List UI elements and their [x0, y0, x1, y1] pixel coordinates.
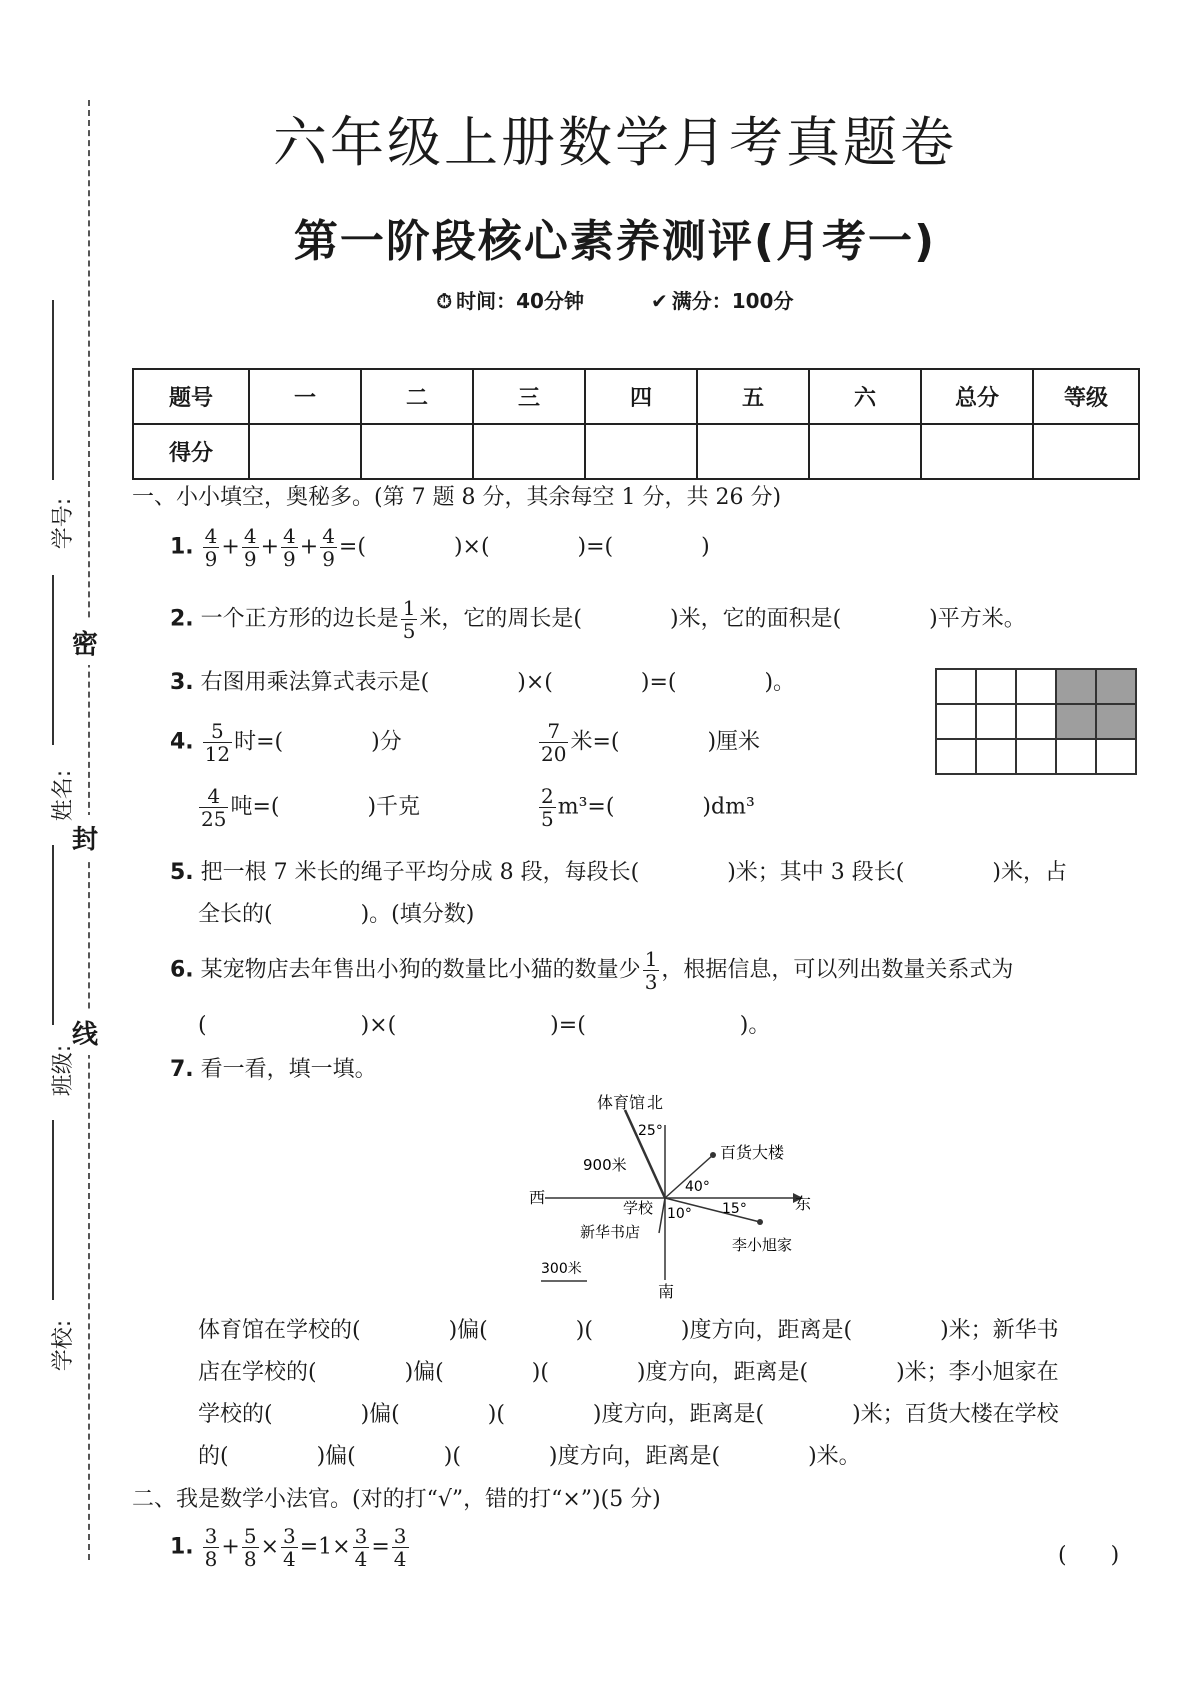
q2-number: 2.: [170, 606, 194, 632]
label-gym: 体育馆: [597, 1093, 646, 1112]
q4-d[interactable]: [537, 785, 755, 830]
q6-frac: $\frac{1}{3}$: [644, 947, 658, 994]
q7-line4[interactable]: 的( )偏( )( )度方向，距离是( )米。: [198, 1444, 861, 1469]
label-store: 百货大楼: [720, 1143, 785, 1162]
q4-d-text: m³=( )dm³: [557, 794, 755, 820]
header-cell: 二: [361, 369, 473, 424]
q4-a-text: 时=( )分: [234, 729, 402, 755]
label-bookstore: 新华书店: [580, 1223, 641, 1241]
q6-text-b: ，根据信息，可以列出数量关系式为: [661, 957, 1014, 983]
q4-c-text: 吨=( )千克: [230, 794, 421, 820]
score-cell[interactable]: [473, 424, 585, 479]
q5-line1[interactable]: [170, 855, 1067, 886]
angle-40: 40°: [685, 1179, 710, 1195]
angle-15: 15°: [722, 1201, 747, 1217]
school-line[interactable]: [52, 1120, 54, 1300]
q5-number: 5.: [170, 860, 194, 885]
q3-number: 3.: [170, 670, 194, 695]
header-cell: 等级: [1033, 369, 1139, 424]
q1-frac-c: $\frac{4}{9}$: [283, 524, 296, 571]
score-table-score-row: [133, 424, 1139, 479]
score-cell[interactable]: [585, 424, 697, 479]
header-cell: 六: [809, 369, 921, 424]
q4-frac-a: $\frac{5}{12}$: [204, 719, 231, 766]
s2-q1-answer-blank[interactable]: ( ): [1058, 1543, 1120, 1568]
q2-frac: $\frac{1}{5}$: [402, 596, 416, 643]
q7-heading: [170, 1052, 377, 1083]
q4-frac-c: $\frac{4}{25}$: [201, 784, 227, 831]
q1-frac-b: $\frac{4}{9}$: [243, 524, 257, 571]
q7-number: 7.: [170, 1057, 194, 1082]
check-icon: ✔: [650, 289, 668, 313]
q5-text-1: 把一根 7 米长的绳子平均分成 8 段，每段长( )米；其中 3 段长( )米，占: [200, 860, 1067, 885]
q7-line2[interactable]: 店在学校的( )偏( )( )度方向，距离是( )米；李小旭家在: [198, 1360, 1059, 1385]
score-row-label: 得分: [133, 424, 249, 479]
q1-frac-d: $\frac{4}{9}$: [322, 524, 335, 571]
exam-info: [0, 285, 1190, 314]
angle-10: 10°: [667, 1206, 692, 1222]
header-cell: 三: [473, 369, 585, 424]
score-cell[interactable]: [697, 424, 809, 479]
q6-line2[interactable]: ( )×( )=( )。: [198, 1013, 771, 1038]
page-subtitle: 第一阶段核心素养测评(月考一): [293, 216, 937, 267]
q2[interactable]: [170, 597, 1026, 642]
q4-c[interactable]: [197, 785, 420, 830]
seal-char-feng: 封: [72, 815, 98, 860]
label-school: 学校: [623, 1199, 654, 1217]
q4-frac-d: $\frac{2}{5}$: [541, 784, 554, 831]
student-id-label: 学号:: [51, 497, 77, 550]
q1[interactable]: 1. $\frac{4}{9}$ + $\frac{4}{9}$ + $\frac{4}{9}$ + $\frac{4}{9}$ =( )×( )=( ): [170, 524, 710, 571]
score-info: ✔ 满分：100分: [650, 289, 794, 313]
label-west: 西: [529, 1188, 546, 1207]
page-title: 六年级上册数学月考真题卷: [273, 111, 957, 174]
name-line[interactable]: [52, 575, 54, 745]
q4-b[interactable]: [537, 720, 760, 765]
label-scale: 300米: [541, 1261, 582, 1277]
q2-text-b: 米，它的周长是( )米，它的面积是( )平方米。: [419, 606, 1026, 632]
q1-number: 1.: [170, 534, 194, 560]
s2-q1: 1. $\frac{3}{8}$ + $\frac{5}{8}$ × $\frac{3}{4}$ =1× $\frac{3}{4}$ = $\frac{3}{4}$: [170, 1524, 407, 1571]
store-dot-icon: [710, 1152, 716, 1158]
school-label: 学校:: [51, 1319, 77, 1372]
angle-25: 25°: [638, 1123, 663, 1139]
header-cell: 总分: [921, 369, 1033, 424]
student-id-line[interactable]: [52, 300, 54, 480]
q4-number: 4.: [170, 729, 194, 755]
score-cell[interactable]: [249, 424, 361, 479]
home-dot-icon: [757, 1219, 763, 1225]
class-line[interactable]: [52, 845, 54, 1025]
header-cell: 一: [249, 369, 361, 424]
name-label: 姓名:: [51, 769, 77, 822]
score-cell[interactable]: [921, 424, 1033, 479]
clock-icon: ⏱: [436, 289, 453, 313]
q4-frac-b: $\frac{7}{20}$: [541, 719, 567, 766]
header-cell: 四: [585, 369, 697, 424]
ray-bookstore: [659, 1198, 665, 1233]
seal-char-mi: 密: [72, 620, 98, 665]
header-cell: 题号: [133, 369, 249, 424]
q3[interactable]: [170, 665, 795, 696]
s2-q1-number: 1.: [170, 1534, 194, 1560]
score-cell[interactable]: [1033, 424, 1139, 479]
score-cell[interactable]: [809, 424, 921, 479]
section2-heading: 二、我是数学小法官。(对的打“√”，错的打“×”)(5 分): [132, 1487, 661, 1512]
score-cell[interactable]: [361, 424, 473, 479]
label-900m: 900米: [583, 1156, 627, 1174]
score-table-header-row: [133, 369, 1139, 424]
label-south: 南: [658, 1282, 675, 1301]
q3-text: 右图用乘法算式表示是( )×( )=( )。: [200, 670, 796, 695]
q2-text-a: 一个正方形的边长是: [200, 606, 399, 632]
score-table: [132, 368, 1140, 480]
q1-frac-a: $\frac{4}{9}$: [204, 524, 218, 571]
q6-line1[interactable]: [170, 948, 1013, 993]
q1-blanks: =( )×( )=( ): [338, 534, 710, 560]
section1-heading: 一、小小填空，奥秘多。(第 7 题 8 分，其余每空 1 分，共 26 分): [132, 485, 782, 510]
q7-line3[interactable]: 学校的( )偏( )( )度方向，距离是( )米；百货大楼在学校: [198, 1402, 1059, 1427]
header-cell: 五: [697, 369, 809, 424]
q7-text: 看一看，填一填。: [200, 1057, 377, 1082]
q6-number: 6.: [170, 957, 194, 983]
label-home: 李小旭家: [732, 1236, 793, 1254]
q6-text-a: 某宠物店去年售出小狗的数量比小猫的数量少: [200, 957, 641, 983]
time-info: ⏱ 时间：40分钟: [436, 289, 584, 313]
seal-char-xian: 线: [72, 1010, 98, 1055]
q7-line1[interactable]: 体育馆在学校的( )偏( )( )度方向，距离是( )米；新华书: [198, 1318, 1059, 1343]
label-north: 北: [647, 1093, 664, 1112]
q5-line2[interactable]: 全长的( )。(填分数): [198, 902, 475, 927]
class-label: 班级:: [51, 1044, 77, 1097]
label-east: 东: [795, 1194, 812, 1213]
q4-row1[interactable]: [170, 720, 402, 765]
direction-map: [515, 1085, 825, 1305]
q3-grid-figure: [935, 668, 1137, 775]
q4-b-text: 米=( )厘米: [570, 729, 761, 755]
